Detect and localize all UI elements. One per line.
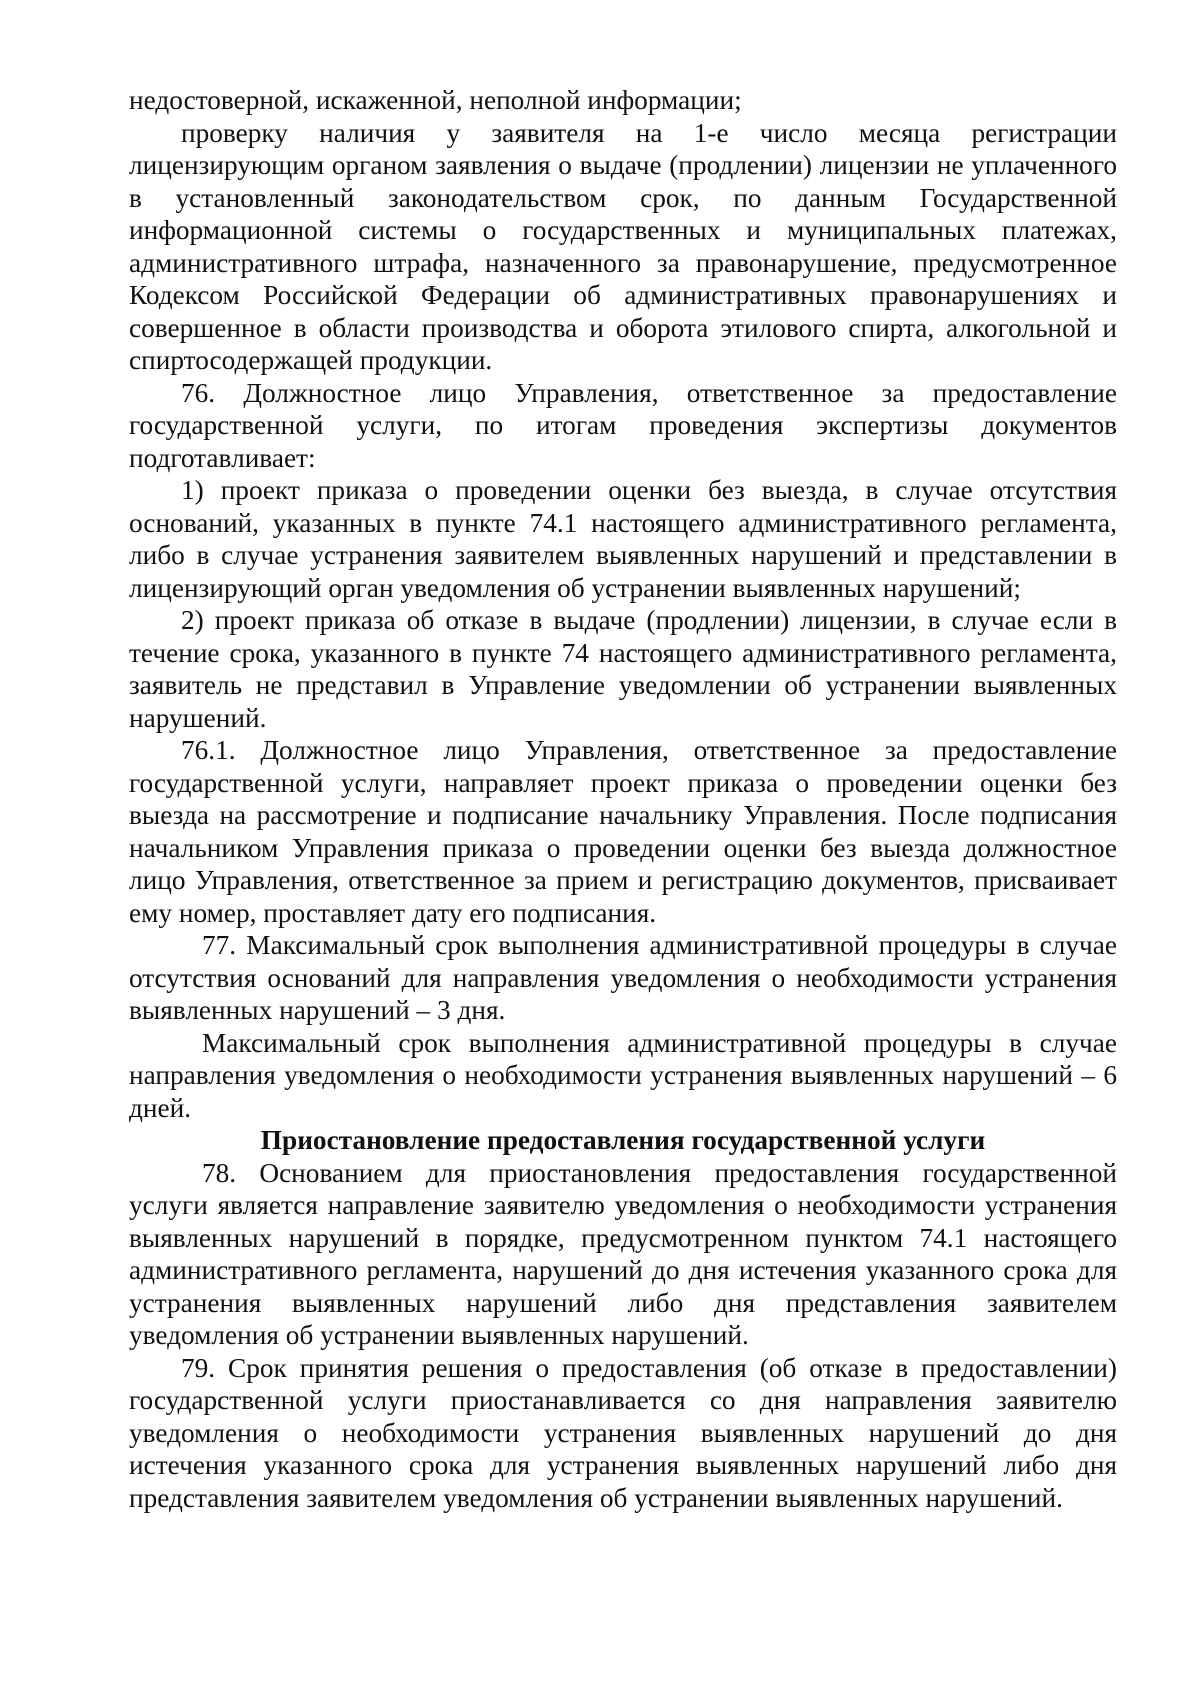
- paragraph-76-1: 76.1. Должностное лицо Управления, ответственное за предоставление государственной услуги, направляет проект приказа о проведении оценки без выезда на рассмотрение и подписание начальнику Управления. После подписания начальником Управления приказа о проведении оценки без выезда должностное лицо Управления, ответственное за прием и регистрацию документов, присваивает ему номер, проставляет дату его подписания.: [129, 735, 1117, 928]
- paragraph-77-b: Максимальный срок выполнения административной процедуры в случае направления уведомления о необходимости устранения выявленных нарушений – 6 дней.: [129, 1027, 1117, 1123]
- section-heading: Приостановление предоставления государственной услуги: [260, 1125, 986, 1155]
- paragraph-76-item-1: 1) проект приказа о проведении оценки без выезда, в случае отсутствия оснований, указанных в пункте 74.1 настоящего административного регламента, либо в случае устранения заявителем выявленных нарушений и представлении в лицензирующий орган уведомления об устранении выявленных нарушений;: [129, 475, 1117, 603]
- paragraph-79: 79. Срок принятия решения о предоставления (об отказе в предоставлении) государственной услуги приостанавливается со дня направления заявителю уведомления о необходимости устранения выявленных нарушений до дня истечения указанного срока для устранения выявленных нарушений либо дня представления заявителем уведомления об устранении выявленных нарушений.: [129, 1352, 1117, 1513]
- paragraph-check: проверку наличия у заявителя на 1-е число месяца регистрации лицензирующим органом заявления о выдаче (продлении) лицензии не уплаченного в установленный законодательством срок, по данным Государственной информационной системы о государственных и муниципальных платежах, административного штрафа, назначенного за правонарушение, предусмотренное Кодексом Российской Федерации об административных правонарушениях и совершенное в области производства и оборота этилового спирта, алкогольной и спиртосодержащей продукции.: [129, 117, 1117, 375]
- paragraph-intro: недостоверной, искаженной, неполной информации;: [129, 85, 742, 115]
- paragraph-76-item-2: 2) проект приказа об отказе в выдаче (продлении) лицензии, в случае если в течение срока, указанного в пункте 74 настоящего административного регламента, заявитель не представил в Управление уведомлении об устранении выявленных нарушений.: [129, 605, 1117, 733]
- document-body: [129, 84, 1117, 1514]
- paragraph-77: 77. Максимальный срок выполнения административной процедуры в случае отсутствия оснований для направления уведомления о необходимости устранения выявленных нарушений – 3 дня.: [129, 930, 1117, 1025]
- paragraph-78: 78. Основанием для приостановления предоставления государственной услуги является направление заявителю уведомления о необходимости устранения выявленных нарушений в порядке, предусмотренном пунктом 74.1 настоящего административного регламента, нарушений до дня истечения указанного срока для устранения выявленных нарушений либо дня представления заявителем уведомления об устранении выявленных нарушений.: [129, 1157, 1117, 1350]
- paragraph-76: 76. Должностное лицо Управления, ответственное за предоставление государственной услуги, по итогам проведения экспертизы документов подготавливает:: [129, 377, 1117, 473]
